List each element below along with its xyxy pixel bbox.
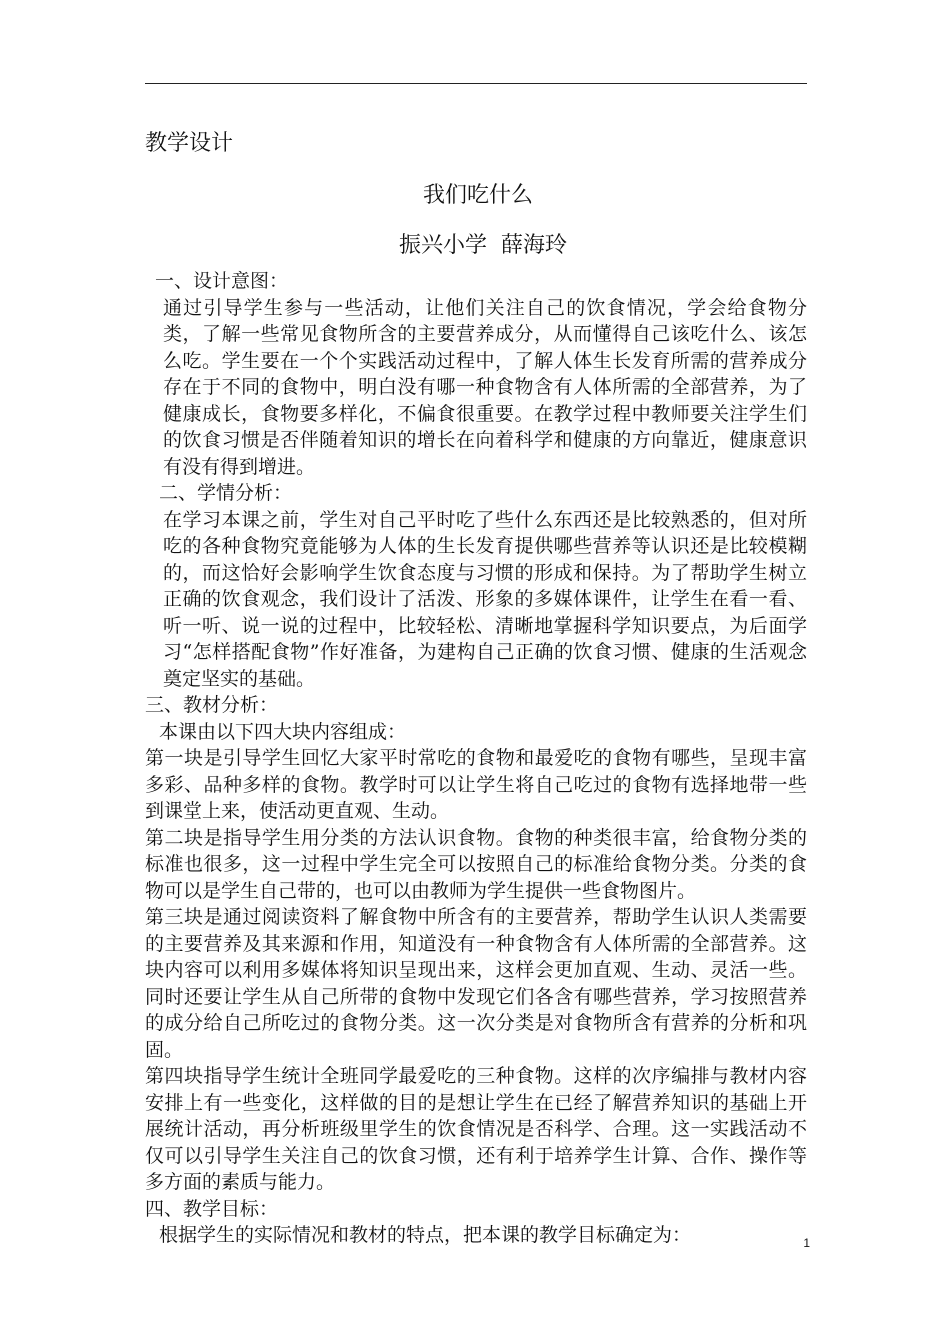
section-heading-material-analysis: 三、教材分析： <box>145 694 279 716</box>
paragraph-teaching-goals-intro: 根据学生的实际情况和教材的特点，把本课的教学目标确定为： <box>159 1224 692 1246</box>
document-type-label: 教学设计 <box>145 131 234 156</box>
paragraph-design-intent: 通过引导学生参与一些活动，让他们关注自己的饮食情况，学会给食物分类，了解一些常见食物所含的主要营养成分，从而懂得自己该吃什么、该怎么吃。学生要在一个个实践活动过程中，了解人体生长发育所需的营养成分存在于不同的食物中，明白没有哪一种食物含有人体所需的全部营养，为了健康成长，食物要多样化，不偏食很重要。在教学过程中教师要关注学生们的饮食习惯是否伴随着知识的增长在向着科学和健康的方向靠近，健康意识有没有得到增进。 <box>163 296 807 478</box>
section-heading-design-intent: 一、设计意图： <box>155 270 289 292</box>
header-rule <box>145 83 807 84</box>
paragraph-block-two: 第二块是指导学生用分类的方法认识食物。食物的种类很丰富，给食物分类的标准也很多，这一过程中学生完全可以按照自己的标准给食物分类。分类的食物可以是学生自己带的，也可以由教师为学生提供一些食物图片。 <box>145 826 807 902</box>
document-body <box>145 128 807 1249</box>
paragraph-block-four: 第四块指导学生统计全班同学最爱吃的三种食物。这样的次序编排与教材内容安排上有一些变化，这样做的目的是想让学生在已经了解营养知识的基础上开展统计活动，再分析班级里学生的饮食情况是否科学、合理。这一实践活动不仅可以引导学生关注自己的饮食习惯，还有利于培养学生计算、合作、操作等多方面的素质与能力。 <box>145 1065 807 1193</box>
paragraph-block-one: 第一块是引导学生回忆大家平时常吃的食物和最爱吃的食物有哪些，呈现丰富多彩、品种多样的食物。教学时可以让学生将自己吃过的食物有选择地带一些到课堂上来，使活动更直观、生动。 <box>145 747 807 822</box>
paragraph-learner-analysis: 在学习本课之前，学生对自己平时吃了些什么东西还是比较熟悉的，但对所吃的各种食物究竟能够为人体的生长发育提供哪些营养等认识还是比较模糊的，而这恰好会影响学生饮食态度与习惯的形成和保持。为了帮助学生树立正确的饮食观念，我们设计了活泼、形象的多媒体课件，让学生在看一看、听一听、说一说的过程中，比较轻松、清晰地掌握科学知识要点，为后面学习“怎样搭配食物”作好准备，为建构自己正确的饮食习惯、健康的生活观念奠定坚实的基础。 <box>163 508 807 690</box>
paragraph-block-three: 第三块是通过阅读资料了解食物中所含有的主要营养，帮助学生认识人类需要的主要营养及其来源和作用，知道没有一种食物含有人体所需的全部营养。这块内容可以利用多媒体将知识呈现出来，这样会更加直观、生动、灵活一些。同时还要让学生从自己所带的食物中发现它们各含有哪些营养，学习按照营养的成分给自己所吃过的食物分类。这一次分类是对食物所含有营养的分析和巩固。 <box>145 906 807 1061</box>
paragraph-material-intro: 本课由以下四大块内容组成： <box>159 720 407 743</box>
section-heading-teaching-goals: 四、教学目标： <box>145 1197 279 1220</box>
page-number: 1 <box>803 1236 810 1250</box>
document-title: 我们吃什么 <box>422 183 533 208</box>
author-line: 振兴小学 薛海玲 <box>399 233 567 258</box>
section-heading-learner-analysis: 二、学情分析： <box>159 482 293 504</box>
